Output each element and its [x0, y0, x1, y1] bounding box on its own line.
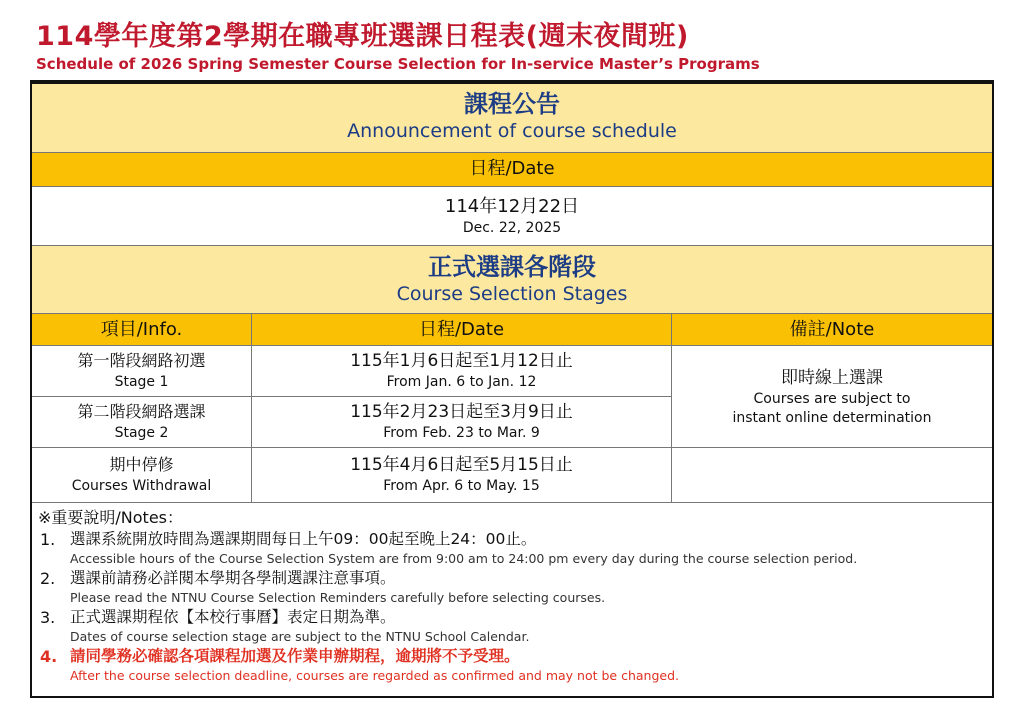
stage-info-en: Stage 1	[114, 374, 169, 390]
note-text-en: Please read the NTNU Course Selection Reminders carefully before selecting courses.	[70, 590, 606, 605]
stage-date-en: From Apr. 6 to May. 15	[383, 478, 540, 494]
column-header-date: 日程/Date	[252, 313, 672, 345]
list-item	[38, 568, 992, 607]
note-number: 2.	[40, 569, 56, 588]
stage-date	[252, 345, 672, 396]
note-text-zh: 選課系統開放時間為選課期間每日上午09：00起至晚上24：00止。	[70, 530, 537, 548]
schedule-table	[30, 80, 994, 698]
stage-info-zh: 期中停修	[109, 455, 174, 474]
column-header-note: 備註/Note	[672, 313, 992, 345]
stages-title-zh: 正式選課各階段	[428, 253, 596, 281]
stage-info	[32, 345, 252, 396]
announcement-date-en: Dec. 22, 2025	[462, 220, 562, 236]
stage-info-en: Stage 2	[114, 425, 169, 441]
stage-note-zh: 即時線上選課	[781, 367, 883, 388]
list-item-warning	[38, 646, 992, 685]
note-text-en: After the course selection deadline, courses are regarded as confirmed and may not be changed.	[70, 668, 679, 683]
stage-date	[252, 447, 672, 502]
stage-info-zh: 第一階段網路初選	[77, 351, 206, 370]
stage-date-zh: 115年1月6日起至1月12日止	[350, 351, 573, 371]
stage-date	[252, 396, 672, 447]
note-text-en: Dates of course selection stage are subject to the NTNU School Calendar.	[70, 629, 530, 644]
column-header-info: 項目/Info.	[32, 313, 252, 345]
date-header-label: 日程/Date	[469, 158, 555, 179]
stage-note-empty	[672, 447, 992, 502]
list-item	[38, 607, 992, 646]
stage-date-en: From Jan. 6 to Jan. 12	[386, 374, 537, 390]
stage-note-en-line1: Courses are subject to	[753, 390, 911, 407]
stages-heading	[32, 245, 992, 313]
stage-date-zh: 115年2月23日起至3月9日止	[350, 402, 573, 422]
note-text-en: Accessible hours of the Course Selection System are from 9:00 am to 24:00 pm every day during the course selection period.	[70, 551, 858, 566]
announcement-date-header	[32, 152, 992, 186]
announcement-title-en: Announcement of course schedule	[347, 120, 677, 142]
announcement-date	[32, 186, 992, 245]
note-number: 3.	[40, 608, 56, 627]
list-item	[38, 529, 992, 568]
important-notes	[32, 502, 992, 696]
note-text-zh: 請同學務必確認各項課程加選及作業申辦期程，逾期將不予受理。	[70, 647, 520, 665]
notes-title: ※重要說明/Notes：	[38, 508, 184, 527]
page-title: 114學年度第2學期在職專班選課日程表(週末夜間班)	[36, 21, 689, 52]
stage-info	[32, 396, 252, 447]
note-text-zh: 正式選課期程依【本校行事曆】表定日期為準。	[70, 608, 396, 626]
announcement-heading	[32, 84, 992, 152]
announcement-title-zh: 課程公告	[464, 90, 560, 118]
stage-note-en-line2: instant online determination	[732, 409, 932, 426]
table-row	[32, 447, 992, 502]
stage-info-zh: 第二階段網路選課	[77, 402, 206, 421]
note-number: 1.	[40, 530, 56, 549]
note-text-zh: 選課前請務必詳閱本學期各學制選課注意事項。	[70, 569, 396, 587]
stages-title-en: Course Selection Stages	[396, 283, 628, 305]
stage-note	[672, 345, 992, 447]
stages-column-headers	[32, 313, 992, 345]
announcement-date-zh: 114年12月22日	[444, 196, 580, 217]
stage-date-zh: 115年4月6日起至5月15日止	[350, 455, 573, 475]
note-number: 4.	[40, 647, 58, 666]
stage-info-en: Courses Withdrawal	[71, 478, 212, 494]
stage-date-en: From Feb. 23 to Mar. 9	[383, 425, 540, 441]
stage-info	[32, 447, 252, 502]
page-subtitle: Schedule of 2026 Spring Semester Course Selection for In-service Master’s Programs	[36, 55, 760, 73]
